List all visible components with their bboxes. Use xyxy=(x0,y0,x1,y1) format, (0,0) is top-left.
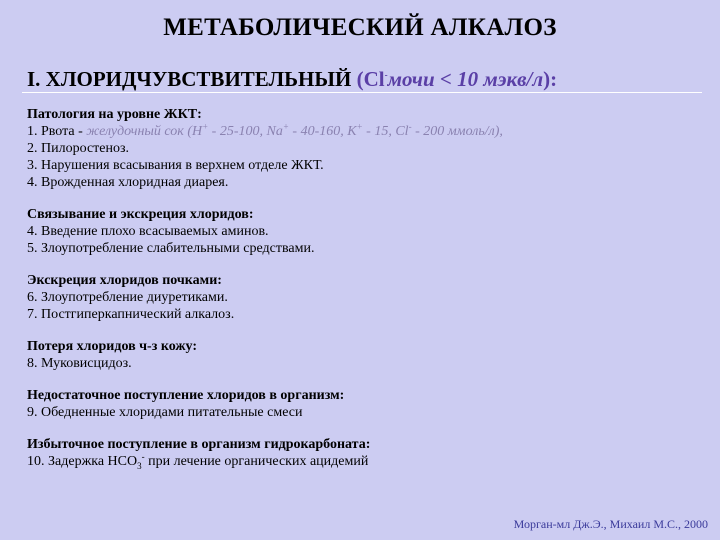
list-item: 6. Злоупотребление диуретиками. xyxy=(27,290,228,305)
divider xyxy=(22,92,702,93)
section-bicarbonate-excess xyxy=(27,436,707,470)
gastric-juice-detail: желудочный сок (Н+ - 25-100, Na+ - 40-160, K+ - 15, Cl- - 200 ммоль/л), xyxy=(86,121,503,139)
subtitle-lead: I. ХЛОРИДЧУВСТВИТЕЛЬНЫЙ xyxy=(27,67,357,91)
section-binding-excretion xyxy=(27,206,707,257)
section-skin-loss xyxy=(27,338,707,372)
section-gi-pathology xyxy=(27,106,707,191)
section-renal-excretion xyxy=(27,272,707,323)
content xyxy=(27,106,707,470)
list-item: 5. Злоупотребление слабительными средствами. xyxy=(27,241,315,256)
list-item: 10. Задержка $НСО_3^-$ при лечение органических ацидемий xyxy=(27,451,369,471)
section-heading: Недостаточное поступление хлоридов в организм: xyxy=(27,388,345,403)
section-heading: Экскреция хлоридов почками: xyxy=(27,273,222,288)
subtitle xyxy=(27,67,557,92)
list-item: 8. Муковисцидоз. xyxy=(27,356,132,371)
list-item: 9. Обедненные хлоридами питательные смеси xyxy=(27,405,303,420)
section-heading: Избыточное поступление в организм гидрокарбоната: xyxy=(27,437,371,452)
list-item: 2. Пилоростеноз. xyxy=(27,141,130,156)
section-insufficient-intake xyxy=(27,387,707,421)
list-item: 3. Нарушения всасывания в верхнем отделе ЖКТ. xyxy=(27,158,324,173)
section-heading: Связывание и экскреция хлоридов: xyxy=(27,207,254,222)
page-title: МЕТАБОЛИЧЕСКИЙ АЛКАЛОЗ xyxy=(163,14,557,41)
section-heading: Патология на уровне ЖКТ: xyxy=(27,107,202,122)
list-item: 1. Рвота - желудочный сок (Н+ - 25-100, Na+ - 40-160, K+ - 15, Cl- - 200 ммоль/л), xyxy=(27,121,503,139)
section-heading: Потеря хлоридов ч-з кожу: xyxy=(27,339,198,354)
subtitle-condition: (Cl-мочи < 10 мэкв/л): xyxy=(356,67,558,91)
list-item: 4. Введение плохо всасываемых аминов. xyxy=(27,224,269,239)
citation-footer: Морган-мл Дж.Э., Михаил М.С., 2000 xyxy=(513,517,708,531)
list-item: 7. Постгиперкапнический алкалоз. xyxy=(27,307,235,322)
list-item: 4. Врожденная хлоридная диарея. xyxy=(27,175,229,190)
